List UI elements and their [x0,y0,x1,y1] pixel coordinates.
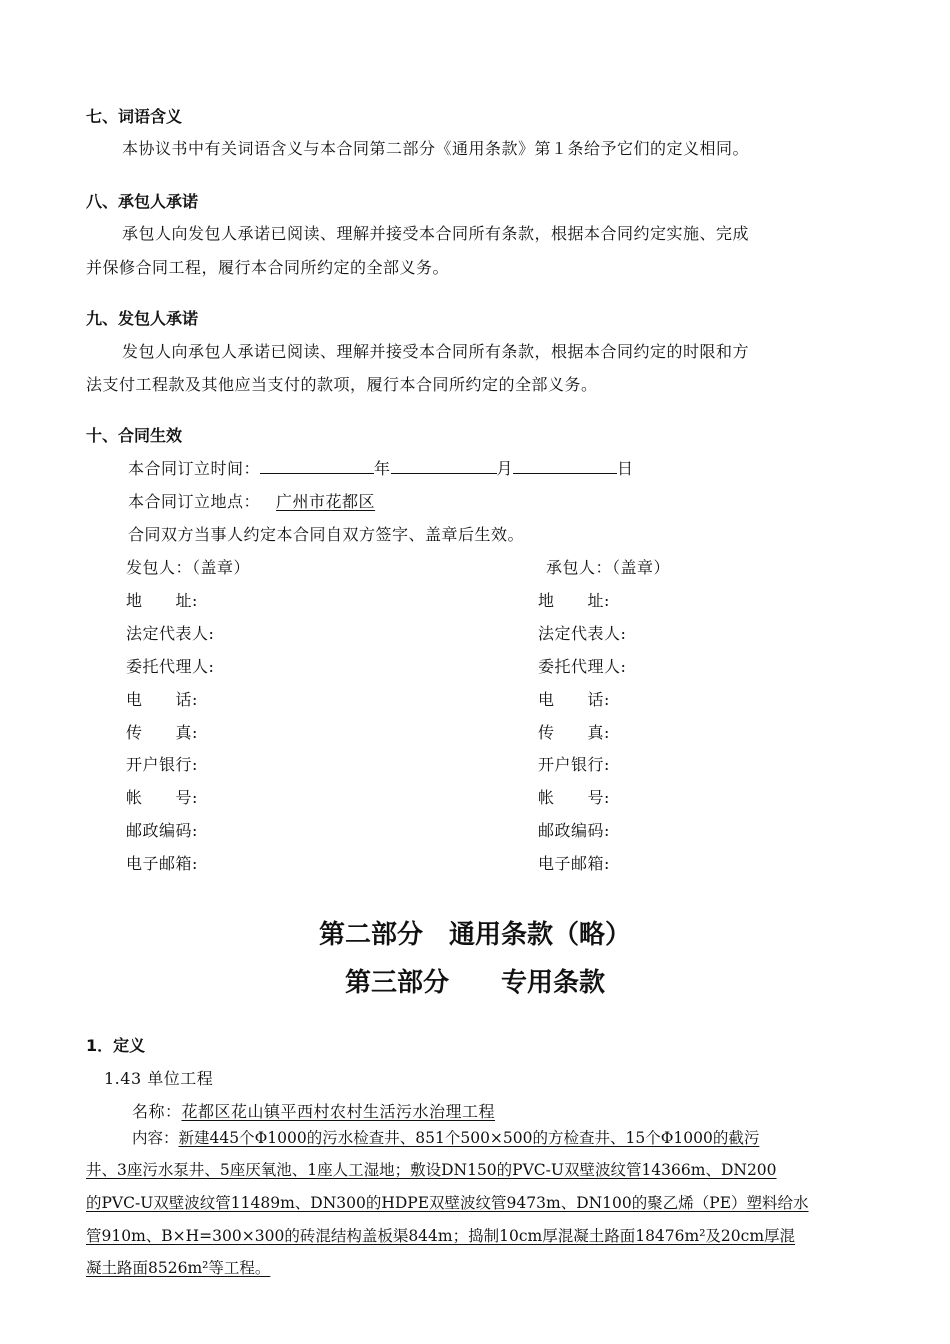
section-9-line1: 发包人向承包人承诺已阅读、理解并接受本合同所有条款，根据本合同约定的时限和方 [122,342,750,361]
part-3-title: 第三部分 专用条款 [344,968,605,998]
contract-date-label: 本合同订立时间： [128,459,261,478]
contract-effect-clause: 合同双方当事人约定本合同自双方签字、盖章后生效。 [128,525,525,544]
definition-item-1-43: 1.43 单位工程 [104,1069,214,1088]
employer-postcode: 邮政编码: [126,821,198,840]
project-content-label: 内容： [132,1129,179,1147]
employer-address: 地 址: [126,591,198,610]
month-blank[interactable] [391,459,497,474]
contractor-legal-rep: 法定代表人: [538,624,627,643]
employer-title: 发包人：（盖章） [126,558,251,577]
contract-date-line [128,456,634,479]
year-blank[interactable] [260,459,374,474]
day-label: 日 [617,459,634,478]
project-name-label: 名称： [132,1102,182,1121]
employer-phone: 电 话: [126,690,198,709]
year-label: 年 [374,459,391,478]
project-name-value: 花都区花山镇平西村农村生活污水治理工程 [181,1102,496,1121]
section-7-body: 本协议书中有关词语含义与本合同第二部分《通用条款》第１条给予它们的定义相同。 [122,139,750,158]
section-7-heading: 七、词语含义 [86,107,183,126]
contractor-account: 帐 号: [538,788,610,807]
employer-account: 帐 号: [126,788,198,807]
employer-legal-rep: 法定代表人: [126,624,215,643]
part-2-title: 第二部分 通用条款（略） [318,920,631,950]
contractor-agent: 委托代理人: [538,657,627,676]
section-9-line2: 法支付工程款及其他应当支付的款项，履行本合同所约定的全部义务。 [86,375,598,394]
project-content-line4: 管910m、B×H=300×300的砖混结构盖板渠844m；捣制10cm厚混凝土路面18476m²及20cm厚混 [86,1227,796,1245]
definitions-heading: 1．定义 [86,1036,146,1055]
project-content-line2: 井、3座污水泵井、5座厌氧池、1座人工湿地；敷设DN150的PVC-U双壁波纹管14366m、DN200 [86,1161,777,1179]
employer-fax: 传 真: [126,723,198,742]
employer-bank: 开户银行: [126,755,198,774]
contract-place-value: 广州市花都区 [276,492,376,511]
project-name-line [132,1099,495,1122]
contractor-phone: 电 话: [538,690,610,709]
section-8-heading: 八、承包人承诺 [86,192,199,211]
contractor-title: 承包人：（盖章） [546,558,671,577]
day-blank[interactable] [513,459,617,474]
contract-place-line [128,489,389,512]
contractor-bank: 开户银行: [538,755,610,774]
contractor-email: 电子邮箱: [538,854,610,873]
contract-place-label: 本合同订立地点： [128,492,261,511]
section-8-line2: 并保修合同工程，履行本合同所约定的全部义务。 [86,258,450,277]
contractor-postcode: 邮政编码: [538,821,610,840]
employer-email: 电子邮箱: [126,854,198,873]
month-label: 月 [496,459,514,478]
section-10-heading: 十、合同生效 [86,426,183,445]
employer-agent: 委托代理人: [126,657,215,676]
project-content-text-1: 新建445个Φ1000的污水检查井、851个500×500的方检查井、15个Φ1000的截污 [178,1129,760,1147]
project-content-line3: 的PVC-U双壁波纹管11489m、DN300的HDPE双壁波纹管9473m、DN100的聚乙烯（PE）塑料给水 [86,1194,809,1212]
project-content-line1 [132,1126,759,1148]
contractor-address: 地 址: [538,591,610,610]
project-content-line5: 凝土路面8526m²等工程。 [86,1259,271,1277]
contractor-fax: 传 真: [538,723,610,742]
section-9-heading: 九、发包人承诺 [86,309,199,328]
section-8-line1: 承包人向发包人承诺已阅读、理解并接受本合同所有条款，根据本合同约定实施、完成 [122,224,750,243]
